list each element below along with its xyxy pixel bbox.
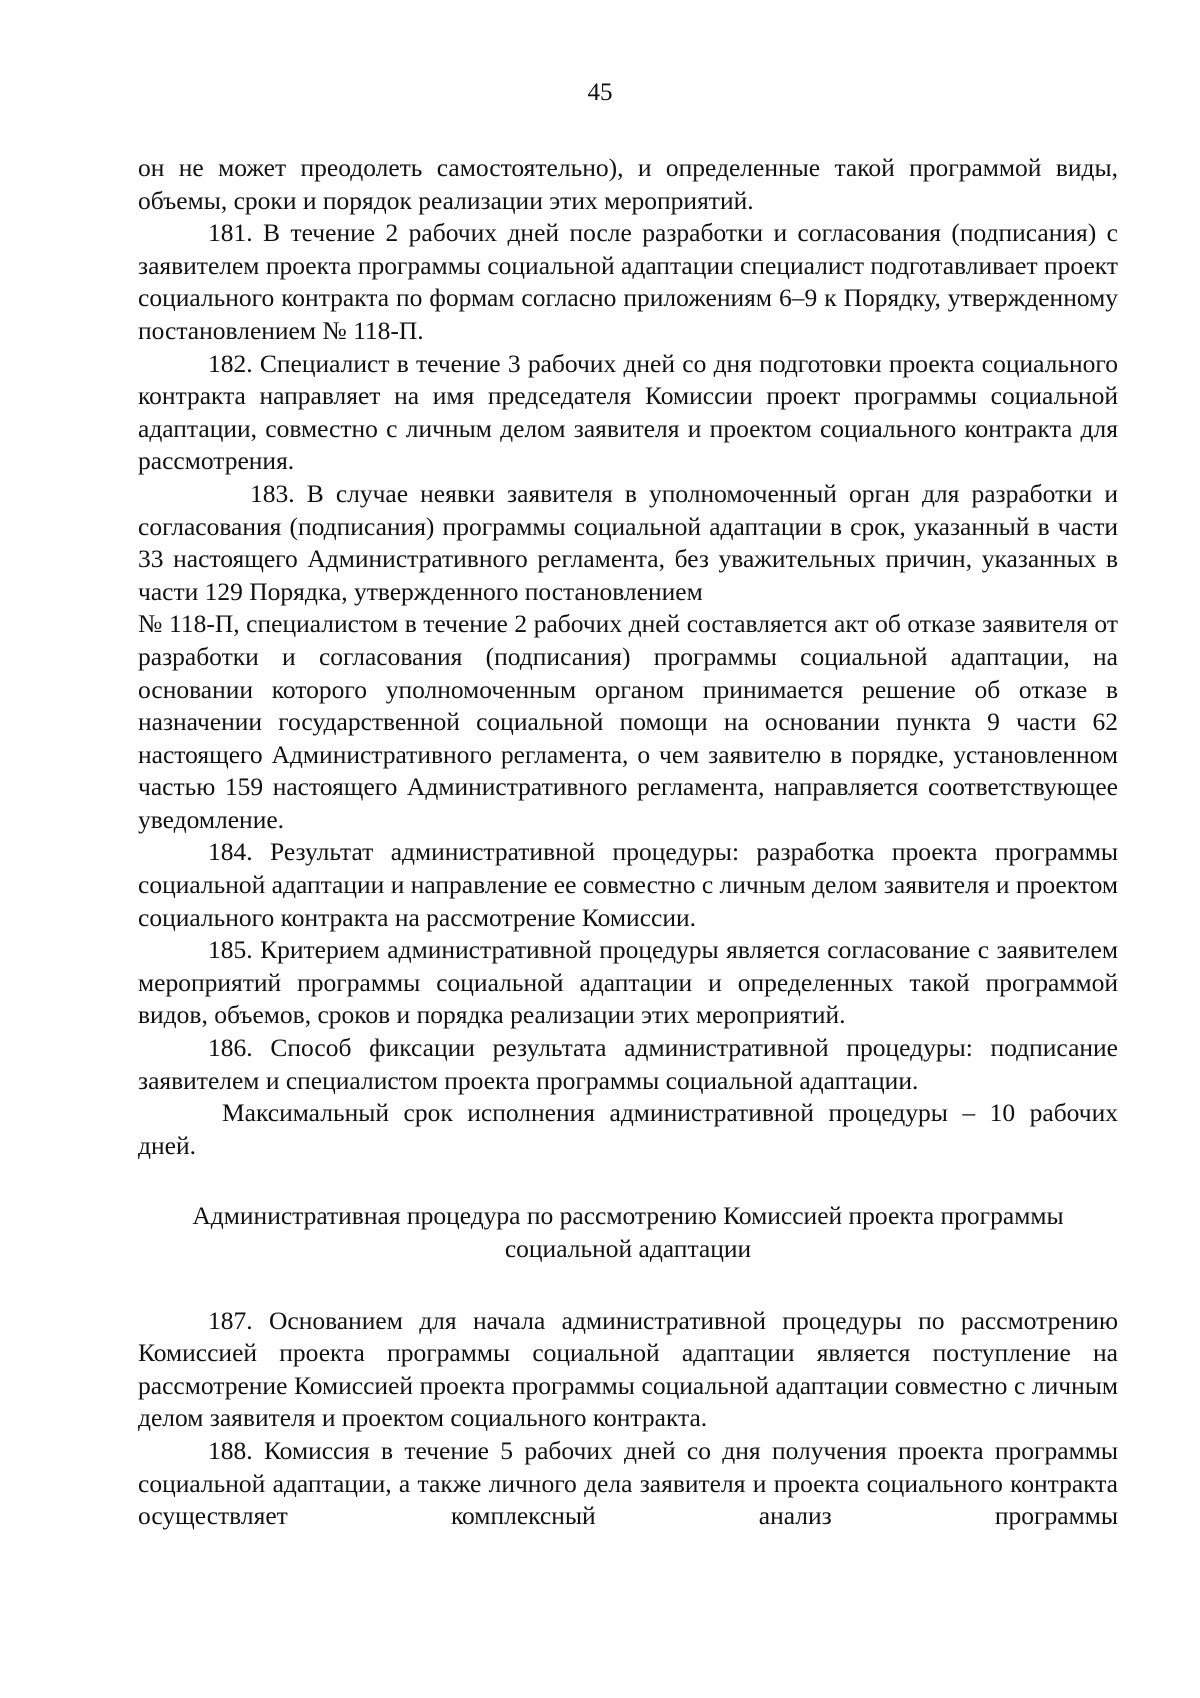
paragraph-183: 183. В случае неявки заявителя в уполномоченный орган для разработки и согласования (подписания) программы социальной адаптации в срок, указанный в части 33 настоящего Административного регламента, без уважительных причин, указанных в части 129 Порядка, утвержденного постановлением [138, 478, 1118, 606]
paragraph-max-term: Максимальный срок исполнения административной процедуры – 10 рабочих дней. [138, 1098, 1118, 1160]
paragraph-187: 187. Основанием для начала административной процедуры по рассмотрению Комиссией проекта программы социальной адаптации является поступление на рассмотрение Комиссией проекта программы социальной адаптации совместно с личным делом заявителя и проектом социального контракта. [138, 1305, 1118, 1433]
paragraph-continuation: он не может преодолеть самостоятельно), и определенные такой программой виды, объемы, сроки и порядок реализации этих мероприятий. [138, 153, 1118, 215]
paragraph-181: 181. В течение 2 рабочих дней после разработки и согласования (подписания) с заявителем проекта программы социальной адаптации специалист подготавливает проект социального контракта по формам согласно приложениям 6–9 к Порядку, утвержденному постановлением № 118-П. [138, 218, 1118, 345]
paragraph-182: 182. Специалист в течение 3 рабочих дней со дня подготовки проекта социального контракта направляет на имя председателя Комиссии проект программы социальной адаптации, совместно с личным делом заявителя и проектом социального контракта для рассмотрения. [138, 348, 1118, 476]
paragraph-184: 184. Результат административной процедуры: разработка проекта программы социальной адаптации и направление ее совместно с личным делом заявителя и проектом социального контракта на рассмотрение Комиссии. [138, 837, 1118, 932]
document-body [138, 152, 1118, 1533]
paragraph-186: 186. Способ фиксации результата административной процедуры: подписание заявителем и специалистом проекта программы социальной адаптации. [138, 1033, 1118, 1095]
paragraph-185: 185. Критерием административной процедуры является согласование с заявителем мероприятий программы социальной адаптации и определенных такой программой видов, объемов, сроков и порядка реализации этих мероприятий. [138, 935, 1118, 1030]
page-number: 45 [587, 79, 613, 106]
paragraph-183-continuation: № 118-П, специалистом в течение 2 рабочих дней составляется акт об отказе заявителя от разработки и согласования (подписания) программы социальной адаптации, на основании которого уполномоченным органом принимается решение об отказе в назначении государственной социальной помощи на основании пункта 9 части 62 настоящего Административного регламента, о чем заявителю в порядке, установленном частью 159 настоящего Административного регламента, направляется соответствующее уведомление. [138, 609, 1118, 834]
paragraph-188: 188. Комиссия в течение 5 рабочих дней со дня получения проекта программы социальной адаптации, а также личного дела заявителя и проекта социального контракта осуществляет комплексный анализ программы [138, 1435, 1118, 1531]
section-heading: Административная процедура по рассмотрению Комиссией проекта программы социальной адаптации [192, 1201, 1064, 1263]
